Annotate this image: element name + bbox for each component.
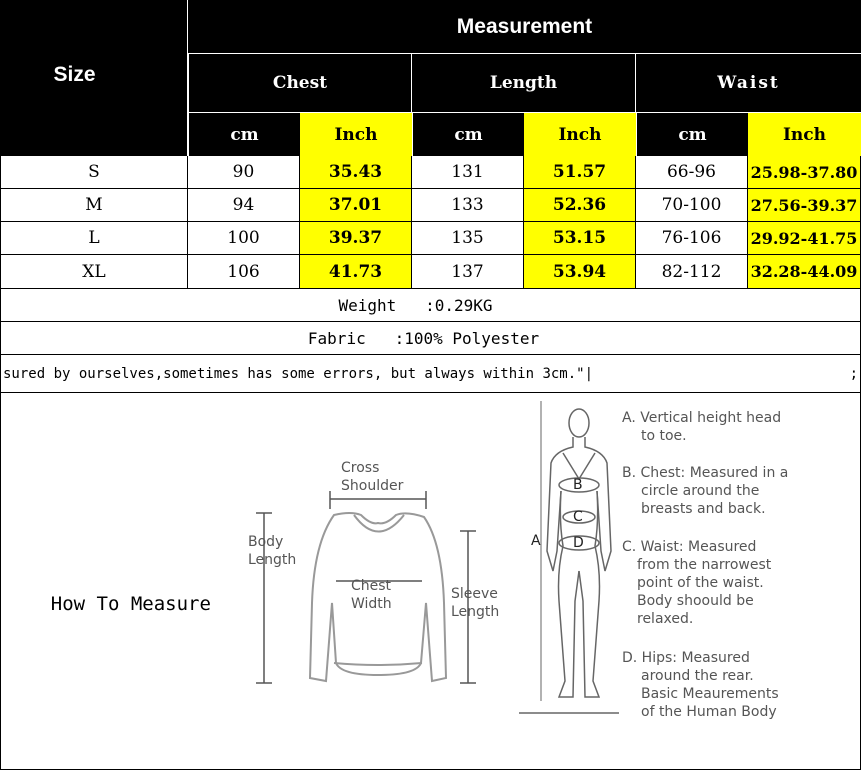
group-header-length <box>412 53 636 112</box>
unit-header-chest-inch <box>300 113 412 156</box>
body-length-line: Length <box>248 552 297 568</box>
waist-inch-cell <box>748 156 861 189</box>
note-a-line: to toe. <box>641 428 687 444</box>
size-cell <box>1 189 188 222</box>
group-header-chest-label: Chest <box>272 73 328 93</box>
note-a-line: A. Vertical height head <box>622 410 782 426</box>
chest-cm-cell <box>188 156 300 189</box>
chest-inch-cell <box>300 189 412 222</box>
cell-value: 135 <box>451 228 484 248</box>
cross-shoulder-label <box>341 459 403 495</box>
cell-value: 100 <box>227 228 260 248</box>
note-c-line: Body shoould be <box>637 593 754 609</box>
note-tail: ; <box>849 365 858 382</box>
note-d-line: Basic Meaurements <box>641 686 779 702</box>
cross-shoulder-line: Cross <box>341 460 380 476</box>
cell-value: 39.37 <box>328 228 383 248</box>
weight-text: Weight :0.29KG <box>338 295 493 315</box>
size-cell <box>1 255 188 289</box>
table-row <box>1 255 861 289</box>
length-inch-cell <box>524 255 636 289</box>
how-to-measure-title <box>5 571 211 637</box>
note-row <box>0 355 861 393</box>
note-d-line: D. Hips: Measured <box>622 650 750 666</box>
chest-cm-cell <box>188 255 300 289</box>
unit-label: cm <box>678 124 707 145</box>
cell-value: 41.73 <box>328 261 383 282</box>
length-inch-cell <box>524 189 636 222</box>
unit-header-waist-cm <box>636 112 748 156</box>
cell-value: 76-106 <box>661 228 722 248</box>
note-d-line: around the rear. <box>641 668 754 684</box>
cell-value: 66-96 <box>666 162 716 182</box>
size-header <box>0 0 188 156</box>
measurement-header <box>188 0 861 53</box>
cell-value: 90 <box>232 162 255 182</box>
note-c-line: from the narrowest <box>637 557 772 573</box>
waist-inch-cell <box>748 222 861 255</box>
sleeve-length-label <box>451 585 499 621</box>
unit-label: cm <box>230 124 259 145</box>
size-cell <box>1 156 188 189</box>
group-header-length-label: Length <box>489 73 558 93</box>
cell-value: 133 <box>451 195 484 215</box>
chest-cm-cell <box>188 189 300 222</box>
chest-width-label <box>351 577 392 613</box>
note-c <box>622 538 771 628</box>
unit-header-chest-cm <box>188 112 300 156</box>
cell-value: 94 <box>232 195 255 215</box>
waist-cm-cell <box>636 255 748 289</box>
table-row <box>1 189 861 222</box>
unit-header-length-inch <box>524 113 636 156</box>
how-to-measure-title-text: How To Measure <box>50 593 211 615</box>
fabric-text: Fabric :100% Polyester <box>307 328 540 348</box>
marker-b: B <box>573 477 583 493</box>
cross-shoulder-line: Shoulder <box>341 478 404 494</box>
chest-inch-cell <box>300 156 412 189</box>
group-header-waist-label: Waist <box>717 73 780 93</box>
note-b-line: circle around the <box>641 483 760 499</box>
length-cm-cell <box>412 222 524 255</box>
waist-cm-cell <box>636 156 748 189</box>
cell-value: 25.98-37.80 <box>750 162 858 182</box>
waist-cm-cell <box>636 189 748 222</box>
size-value: M <box>85 195 103 215</box>
chest-cm-cell <box>188 222 300 255</box>
cell-value: 35.43 <box>328 162 383 182</box>
waist-inch-cell <box>748 189 861 222</box>
how-to-measure-section <box>0 393 861 770</box>
body-diagram <box>519 401 619 721</box>
unit-label: Inch <box>334 124 378 145</box>
sleeve-length-line: Sleeve <box>451 586 498 602</box>
size-value: S <box>88 162 100 182</box>
note-d-line: of the Human Body <box>641 704 777 720</box>
fabric-row <box>0 322 861 355</box>
length-cm-cell <box>412 156 524 189</box>
cell-value: 52.36 <box>552 195 607 215</box>
unit-label: Inch <box>558 124 602 145</box>
marker-a: A <box>531 533 541 549</box>
unit-label: Inch <box>782 124 827 145</box>
group-header-waist <box>636 53 861 112</box>
body-length-label <box>248 533 296 569</box>
note-d <box>622 649 779 721</box>
size-value: XL <box>82 261 106 282</box>
length-inch-cell <box>524 156 636 189</box>
note-b-line: B. Chest: Measured in a <box>622 465 789 481</box>
length-inch-cell <box>524 222 636 255</box>
body-length-line: Body <box>248 534 284 550</box>
cell-value: 137 <box>451 261 484 282</box>
chest-inch-cell <box>300 222 412 255</box>
cell-value: 106 <box>227 261 260 282</box>
marker-d: D <box>573 535 584 551</box>
cell-value: 32.28-44.09 <box>750 262 858 281</box>
weight-row <box>0 289 861 322</box>
note-c-line: relaxed. <box>637 611 694 627</box>
chest-width-line: Width <box>351 596 392 612</box>
cell-value: 53.15 <box>552 228 607 248</box>
length-cm-cell <box>412 189 524 222</box>
note-b-line: breasts and back. <box>641 501 766 517</box>
table-row <box>1 156 861 189</box>
sleeve-length-line: Length <box>451 604 500 620</box>
unit-header-length-cm <box>412 112 524 156</box>
waist-inch-cell <box>748 255 861 289</box>
note-c-line: point of the waist. <box>637 575 764 591</box>
length-cm-cell <box>412 255 524 289</box>
table-row <box>1 222 861 255</box>
chest-width-line: Chest <box>351 578 392 594</box>
measurement-header-label: Measurement <box>456 14 593 38</box>
cell-value: 70-100 <box>661 195 722 215</box>
chest-inch-cell <box>300 255 412 289</box>
size-value: L <box>88 228 100 248</box>
cell-value: 131 <box>451 162 484 182</box>
note-b <box>622 464 788 518</box>
unit-header-waist-inch <box>748 113 861 156</box>
note-a <box>622 409 781 445</box>
waist-cm-cell <box>636 222 748 255</box>
marker-c: C <box>573 509 583 525</box>
cell-value: 51.57 <box>552 162 607 182</box>
cell-value: 82-112 <box>661 261 722 282</box>
size-cell <box>1 222 188 255</box>
group-header-chest <box>188 53 412 112</box>
cell-value: 29.92-41.75 <box>750 228 858 248</box>
note-c-line: C. Waist: Measured <box>622 539 757 555</box>
size-table-body <box>0 156 861 289</box>
cell-value: 53.94 <box>552 261 607 282</box>
note-text: sured by ourselves,sometimes has some errors, but always within 3cm."| <box>3 365 594 382</box>
unit-label: cm <box>454 124 483 145</box>
size-header-label: Size <box>53 63 96 86</box>
cell-value: 37.01 <box>328 195 383 215</box>
cell-value: 27.56-39.37 <box>750 195 858 215</box>
